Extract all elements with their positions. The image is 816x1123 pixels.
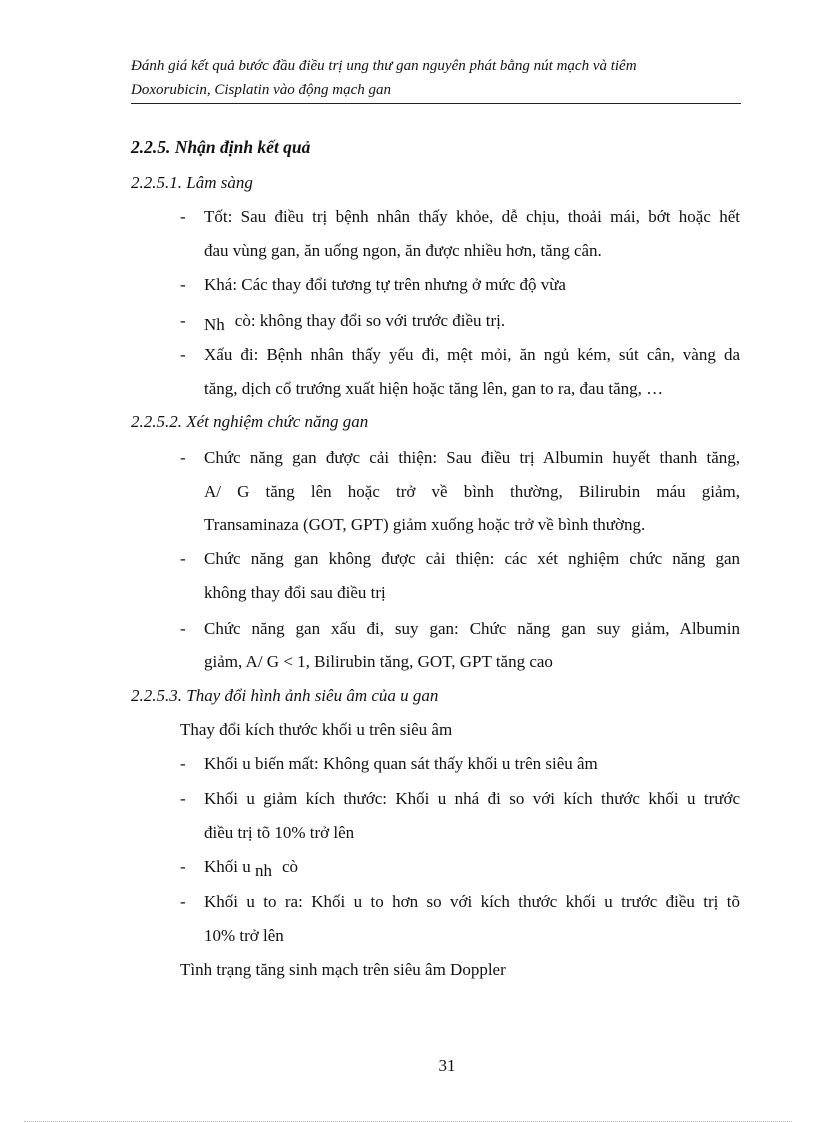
list-item-text: Khối u (204, 857, 251, 876)
list-item-line: Chức năng gan xấu đi, suy gan: Chức năng gan suy giảm, Albumin (204, 619, 740, 638)
list-item-line: Khối u giảm kích thước: Khối u nhá đi so với kích thước khối u trước (204, 789, 740, 808)
list-item-line: Tốt: Sau điều trị bệnh nhân thấy khỏe, dễ chịu, thoải mái, bớt hoặc hết (204, 207, 740, 226)
header-rule (131, 103, 741, 104)
bullet-dash: - (180, 448, 186, 467)
bullet-dash: - (180, 311, 186, 330)
list-item-line: Xấu đi: Bệnh nhân thấy yếu đi, mệt mỏi, ăn ngủ kém, sút cân, vàng da (204, 345, 740, 364)
list-item-line: giảm, A/ G < 1, Bilirubin tăng, GOT, GPT tăng cao (204, 652, 553, 671)
list-item-line (204, 310, 740, 332)
bullet-dash: - (180, 619, 186, 638)
bullet-dash: - (180, 789, 186, 808)
list-item-line: Khối u biến mất: Không quan sát thấy khối u trên siêu âm (204, 754, 598, 773)
section-heading: 2.2.5. Nhận định kết quả (131, 137, 311, 157)
list-item-line: Chức năng gan được cải thiện: Sau điều trị Albumin huyết thanh tăng, (204, 448, 740, 467)
list-item-line: Khá: Các thay đổi tương tự trên nhưng ở mức độ vừa (204, 275, 566, 294)
running-header-line-1: Đánh giá kết quả bước đầu điều trị ung thư gan nguyên phát bằng nút mạch và tiêm (131, 58, 637, 74)
list-item-subscript: nh (255, 861, 272, 880)
subsection-heading-3: 2.2.5.3. Thay đổi hình ảnh siêu âm của u gan (131, 686, 439, 705)
list-item-line: tăng, dịch cổ trướng xuất hiện hoặc tăng lên, gan to ra, đau tăng, … (204, 379, 664, 398)
list-item-prefix: Nh (204, 315, 225, 334)
running-header-line-2: Doxorubicin, Cisplatin vào động mạch gan (131, 82, 391, 98)
list-item-line: Chức năng gan không được cải thiện: các xét nghiệm chức năng gan (204, 549, 740, 568)
subsection-heading-2: 2.2.5.2. Xét nghiệm chức năng gan (131, 412, 369, 431)
page-number: 31 (438, 1056, 456, 1075)
list-item-line: Transaminaza (GOT, GPT) giảm xuống hoặc trở về bình thường. (204, 515, 646, 534)
bullet-dash: - (180, 275, 186, 294)
paragraph-text: Thay đổi kích thước khối u trên siêu âm (180, 720, 453, 739)
list-item-line (204, 856, 740, 878)
running-header (131, 54, 741, 102)
list-item-line: điều trị tõ 10% trở lên (204, 823, 355, 842)
bottom-dotted-rule (24, 1121, 792, 1122)
bullet-dash: - (180, 207, 186, 226)
bullet-dash: - (180, 345, 186, 364)
list-item-line: không thay đổi sau điều trị (204, 583, 386, 602)
bullet-dash: - (180, 754, 186, 773)
list-item-line: Khối u to ra: Khối u to hơn so với kích thước khối u trước điều trị tõ (204, 892, 740, 911)
bullet-dash: - (180, 857, 186, 876)
list-item-line: 10% trở lên (204, 926, 284, 945)
bullet-dash: - (180, 549, 186, 568)
list-item-line: A/ G tăng lên hoặc trở về bình thường, Bilirubin máu giảm, (204, 482, 740, 501)
paragraph-text: Tình trạng tăng sinh mạch trên siêu âm Doppler (180, 960, 506, 979)
subsection-heading-1: 2.2.5.1. Lâm sàng (131, 173, 253, 192)
list-item-suffix: cò (282, 857, 299, 876)
list-item-line: đau vùng gan, ăn uống ngon, ăn được nhiều hơn, tăng cân. (204, 241, 602, 260)
bullet-dash: - (180, 892, 186, 911)
list-item-text: cò: không thay đổi so với trước điều trị. (234, 311, 506, 330)
